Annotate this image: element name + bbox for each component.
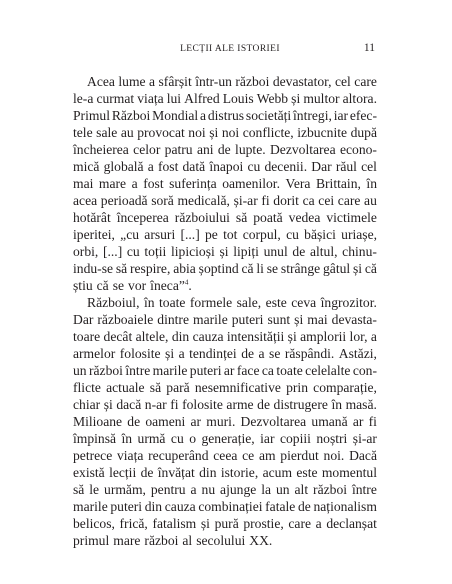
text-line: Primul Război Mondial a distrus societăți întregi, iar efec-: [73, 108, 377, 123]
body-text: [73, 73, 377, 549]
text-line: acea perioadă soră medicală, și-ar fi dorit ca cei care au: [73, 193, 377, 208]
text-line: știu că se vor îneca”$^4$.: [73, 278, 192, 293]
text-line: le-a curmat viața lui Alfred Louis Webb și multor altora.: [73, 91, 377, 106]
text-line: hotărât începerea războiului să poată vedea victimele: [73, 210, 377, 225]
text-line: există lecții de învățat din istorie, acum este momentul: [73, 465, 377, 480]
running-header-title: LECȚII ALE ISTORIEI: [180, 44, 280, 54]
text-line: chiar și dacă n-ar fi folosite arme de distrugere în masă.: [73, 397, 377, 412]
text-line: Milioane de oameni ar muri. Dezvoltarea umană ar fi: [73, 414, 377, 429]
text-line: toare decât altele, din cauza intensității și amplorii lor, a: [73, 329, 377, 344]
paragraph-2: [73, 294, 377, 549]
text-line: mică globală a fost dată înapoi cu decenii. Dar răul cel: [73, 159, 377, 174]
text-line: tele sale au provocat noi și noi conflicte, izbucnite după: [73, 125, 377, 140]
text-line: Dar războaiele dintre marile puteri sunt și mai devasta-: [73, 312, 377, 327]
text-line: un război între marile puteri ar face ca toate celelalte con-: [73, 363, 377, 378]
text-line: încheierea celor patru ani de lupte. Dezvoltarea econo-: [73, 142, 377, 157]
text-line: marile puteri din cauza combinației fatale de naționalism: [73, 499, 377, 514]
text-line: mai mare a fost suferința oamenilor. Vera Brittain, în: [73, 176, 377, 191]
text-line: împinsă în urmă cu o generație, iar copiii noștri și-ar: [73, 431, 377, 446]
paragraph-1: [73, 73, 377, 294]
text-line: armelor folosite și a tendinței de a se răspândi. Astăzi,: [73, 346, 377, 361]
text-line: petrece viața recuperând ceea ce am pierdut noi. Dacă: [73, 448, 377, 463]
footnote-mark: 4: [184, 278, 189, 287]
text-line: belicos, frică, fatalism și pură prostie, care a declanșat: [73, 516, 377, 531]
text-line: orbi, [...] cu toții lipicioși și lipiți unul de altul, chinu-: [73, 244, 377, 259]
text-line: să le urmăm, pentru a nu ajunge la un alt război între: [73, 482, 377, 497]
text-line: iperitei, „cu arsuri [...] pe tot corpul, cu bășici uriașe,: [73, 227, 377, 242]
text-line: primul mare război al secolului XX.: [73, 533, 273, 548]
text-line: flicte actuale să pară nesemnificative prin comparație,: [73, 380, 377, 395]
page-number: 11: [363, 42, 375, 54]
text-line: Acea lume a sfârșit într-un război devastator, cel care: [87, 74, 377, 89]
text-line: indu-se să respire, abia șoptind că li se strânge gâtul și că: [73, 261, 377, 276]
text-line: Războiul, în toate formele sale, este ceva îngrozitor.: [87, 295, 377, 310]
